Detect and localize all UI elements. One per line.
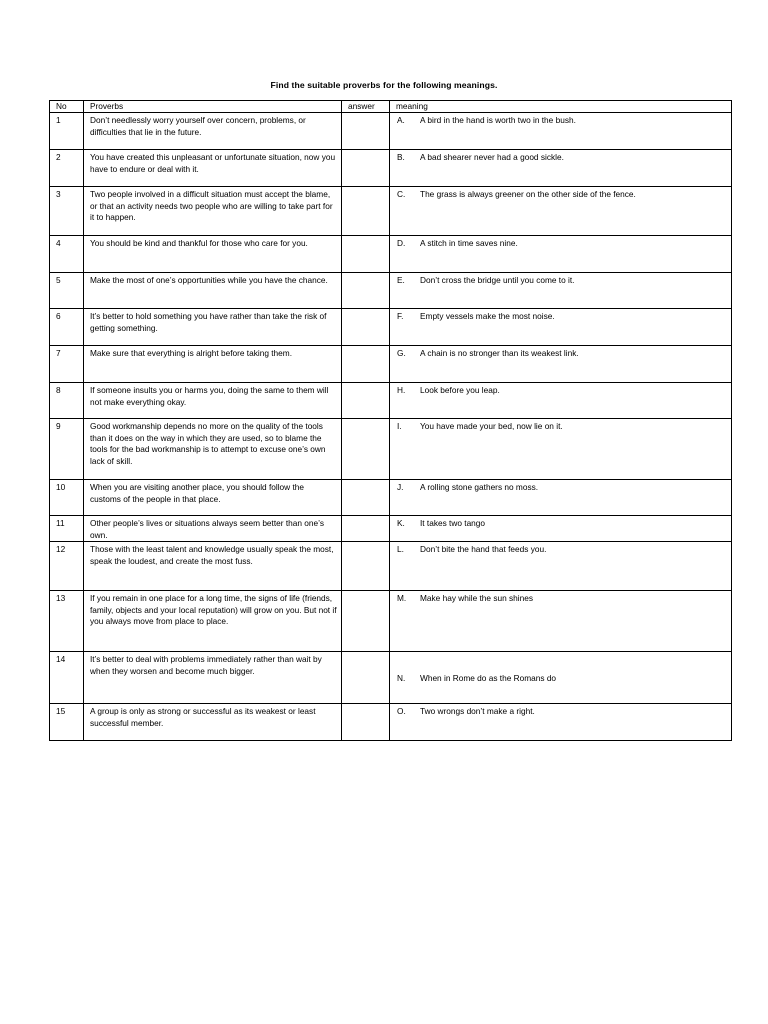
- meaning-cell: [390, 346, 732, 383]
- answer-cell[interactable]: [342, 187, 390, 236]
- meaning-wrap: [396, 518, 727, 530]
- meaning-cell: [390, 187, 732, 236]
- row-number: 14: [50, 652, 84, 704]
- meaning-letter: B.: [397, 152, 405, 162]
- meaning-wrap: [396, 348, 727, 360]
- meaning-wrap: [396, 385, 727, 397]
- proverb-text: If someone insults you or harms you, doing the same to them will not make everything okay.: [84, 383, 342, 419]
- meaning-text: A rolling stone gathers no moss.: [420, 482, 539, 492]
- row-number: 15: [50, 704, 84, 741]
- table-row: [50, 419, 732, 480]
- meaning-text: Empty vessels make the most noise.: [420, 311, 555, 321]
- meaning-letter: J.: [397, 482, 404, 492]
- meaning-wrap: [396, 189, 727, 201]
- meaning-letter: O.: [397, 706, 406, 717]
- meaning-text: Don’t cross the bridge until you come to it.: [420, 275, 575, 285]
- meaning-letter: D.: [397, 238, 406, 248]
- meaning-cell: [390, 704, 732, 741]
- meaning-cell: [390, 236, 732, 273]
- proverb-text: Make sure that everything is alright before taking them.: [84, 346, 342, 383]
- meaning-text: Two wrongs don’t make a right.: [420, 706, 535, 717]
- meaning-letter: E.: [397, 275, 405, 285]
- proverb-text: Those with the least talent and knowledge usually speak the most, speak the loudest, and create the most fuss.: [84, 542, 342, 591]
- row-number: 9: [50, 419, 84, 480]
- proverb-text: You have created this unpleasant or unfortunate situation, now you have to endure or deal with it.: [84, 150, 342, 187]
- meaning-wrap: [396, 421, 727, 433]
- answer-cell[interactable]: [342, 273, 390, 309]
- meaning-letter: K.: [397, 518, 405, 528]
- meaning-cell: [390, 383, 732, 419]
- row-number: 1: [50, 113, 84, 150]
- answer-cell[interactable]: [342, 419, 390, 480]
- table-row: [50, 383, 732, 419]
- meaning-wrap: [396, 238, 727, 250]
- table-row: [50, 346, 732, 383]
- answer-cell[interactable]: [342, 236, 390, 273]
- row-number: 3: [50, 187, 84, 236]
- proverb-text: It’s better to deal with problems immediately rather than wait by when they worsen and become much bigger.: [84, 652, 342, 704]
- table-row: [50, 150, 732, 187]
- proverb-text: Other people’s lives or situations always seem better than one’s own.: [84, 516, 342, 542]
- meaning-wrap: [396, 152, 727, 164]
- header-no: No: [50, 101, 84, 113]
- answer-cell[interactable]: [342, 480, 390, 516]
- table-row: [50, 273, 732, 309]
- meaning-wrap: [396, 311, 727, 323]
- meaning-wrap: [396, 654, 727, 703]
- meaning-cell: [390, 309, 732, 346]
- meaning-text: The grass is always greener on the other side of the fence.: [420, 189, 636, 199]
- meaning-text: You have made your bed, now lie on it.: [420, 421, 563, 431]
- meaning-letter: N.: [397, 672, 406, 683]
- meaning-cell: [390, 516, 732, 542]
- meaning-cell: [390, 273, 732, 309]
- meaning-letter: L.: [397, 544, 404, 555]
- header-answer: answer: [342, 101, 390, 113]
- meaning-text: When in Rome do as the Romans do: [420, 672, 557, 683]
- table-row: [50, 516, 732, 542]
- row-number: 10: [50, 480, 84, 516]
- meaning-letter: H.: [397, 385, 406, 395]
- meaning-wrap: [396, 115, 727, 127]
- proverb-text: Two people involved in a difficult situation must accept the blame, or that an activity needs two people who are willing to take part for it to happen.: [84, 187, 342, 236]
- answer-cell[interactable]: [342, 704, 390, 741]
- meaning-cell: [390, 419, 732, 480]
- answer-cell[interactable]: [342, 591, 390, 652]
- meaning-wrap: [396, 706, 727, 718]
- row-number: 11: [50, 516, 84, 542]
- meaning-text: Look before you leap.: [420, 385, 500, 395]
- meaning-cell: [390, 652, 732, 704]
- table-row: [50, 652, 732, 704]
- meaning-text: It takes two tango: [420, 518, 486, 528]
- meaning-letter: F.: [397, 311, 404, 321]
- meaning-text: Make hay while the sun shines: [420, 593, 533, 604]
- meaning-wrap: [396, 275, 727, 287]
- meaning-cell: [390, 591, 732, 652]
- meaning-text: A stitch in time saves nine.: [420, 238, 518, 248]
- table-row: [50, 309, 732, 346]
- header-row: [50, 101, 732, 113]
- row-number: 13: [50, 591, 84, 652]
- meaning-letter: G.: [397, 348, 406, 358]
- proverb-text: A group is only as strong or successful as its weakest or least successful member.: [84, 704, 342, 741]
- answer-cell[interactable]: [342, 309, 390, 346]
- proverb-text: Don’t needlessly worry yourself over concern, problems, or difficulties that lie in the future.: [84, 113, 342, 150]
- meaning-text: A bird in the hand is worth two in the bush.: [420, 115, 576, 125]
- meaning-letter: A.: [397, 115, 405, 125]
- meaning-letter: C.: [397, 189, 406, 199]
- row-number: 7: [50, 346, 84, 383]
- header-meaning: meaning: [390, 101, 732, 113]
- meaning-cell: [390, 542, 732, 591]
- row-number: 8: [50, 383, 84, 419]
- proverb-text: It’s better to hold something you have rather than take the risk of getting something.: [84, 309, 342, 346]
- meaning-letter: I.: [397, 421, 402, 431]
- answer-cell[interactable]: [342, 542, 390, 591]
- table-row: [50, 480, 732, 516]
- table-row: [50, 113, 732, 150]
- meaning-wrap: [396, 593, 727, 605]
- meaning-text: A chain is no stronger than its weakest link.: [420, 348, 579, 358]
- proverb-text: When you are visiting another place, you should follow the customs of the people in that place.: [84, 480, 342, 516]
- table-row: [50, 187, 732, 236]
- proverb-text: Good workmanship depends no more on the quality of the tools than it does on the way in which they are used, so to blame the tools for the bad workmanship is to attempt to excuse one’s own lack of skill.: [84, 419, 342, 480]
- table-row: [50, 591, 732, 652]
- header-proverbs: Proverbs: [84, 101, 342, 113]
- row-number: 2: [50, 150, 84, 187]
- table-row: [50, 542, 732, 591]
- table-row: [50, 704, 732, 741]
- meaning-text: Don’t bite the hand that feeds you.: [420, 544, 547, 555]
- row-number: 5: [50, 273, 84, 309]
- answer-cell[interactable]: [342, 150, 390, 187]
- proverb-table: [49, 100, 732, 741]
- answer-cell[interactable]: [342, 113, 390, 150]
- proverb-text: Make the most of one’s opportunities while you have the chance.: [84, 273, 342, 309]
- proverb-text: You should be kind and thankful for those who care for you.: [84, 236, 342, 273]
- meaning-cell: [390, 150, 732, 187]
- meaning-letter: M.: [397, 593, 407, 604]
- meaning-cell: [390, 113, 732, 150]
- table-body: [50, 113, 732, 741]
- row-number: 4: [50, 236, 84, 273]
- meaning-wrap: [396, 482, 727, 494]
- answer-cell[interactable]: [342, 652, 390, 704]
- table-row: [50, 236, 732, 273]
- meaning-cell: [390, 480, 732, 516]
- page-title: Find the suitable proverbs for the following meanings.: [270, 80, 498, 90]
- answer-cell[interactable]: [342, 516, 390, 542]
- answer-cell[interactable]: [342, 346, 390, 383]
- row-number: 6: [50, 309, 84, 346]
- meaning-text: A bad shearer never had a good sickle.: [420, 152, 564, 162]
- meaning-wrap: [396, 544, 727, 556]
- answer-cell[interactable]: [342, 383, 390, 419]
- row-number: 12: [50, 542, 84, 591]
- proverb-text: If you remain in one place for a long time, the signs of life (friends, family, objects and your local reputation) will grow on you. But not if you always move from place to place.: [84, 591, 342, 652]
